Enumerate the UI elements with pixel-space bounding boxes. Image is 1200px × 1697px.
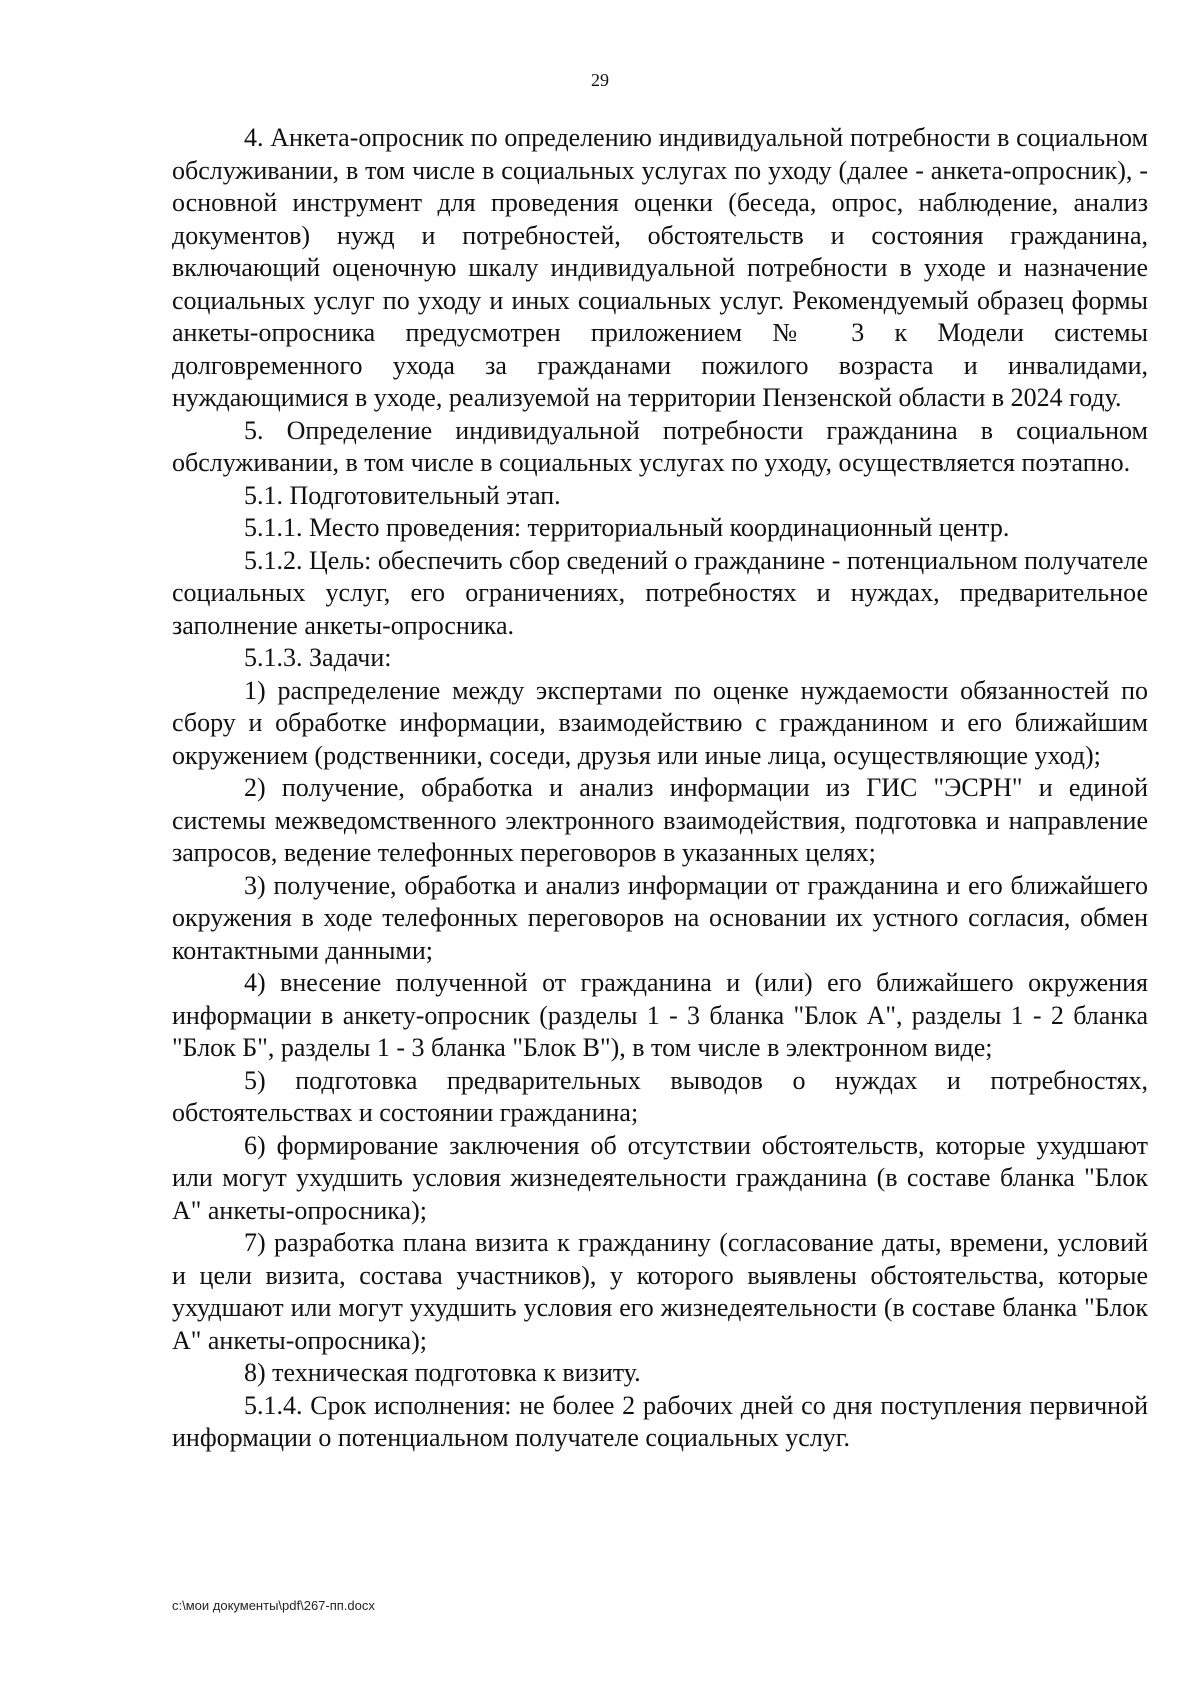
task-item-8: 8) техническая подготовка к визиту. [244,1358,641,1387]
task-item-7: 7) разработка плана визита к гражданину (согласование даты, времени, условий и цели визита, состава участников), у которого выявлены обстоятельства, которые ухудшают или могут ухудшить условия его жизнедеятельности (в составе бланка "Блок А" анкеты-опросника); [172,1228,1148,1355]
paragraph-5-determination: 5. Определение индивидуальной потребности гражданина в социальном обслуживании, в том числе в социальных услугах по уходу, осуществляется поэтапно. [172,415,1148,477]
paragraph-5-1-2-goal: 5.1.2. Цель: обеспечить сбор сведений о гражданине - потенциальном получателе социальных услуг, его ограничениях, потребностях и нуждах, предварительное заполнение анкеты-опросника. [172,545,1148,640]
paragraph-5-1-4-deadline: 5.1.4. Срок исполнения: не более 2 рабочих дней со дня поступления первичной информации о потенциальном получателе социальных услуг. [172,1390,1148,1452]
task-item-2: 2) получение, обработка и анализ информации из ГИС "ЭСРН" и единой системы межведомственного электронного взаимодействия, подготовка и направление запросов, ведение телефонных переговоров в указанных целях; [172,773,1148,867]
task-item-5: 5) подготовка предварительных выводов о нуждах и потребностях, обстоятельствах и состоянии гражданина; [172,1065,1148,1127]
page-number: 29 [591,70,609,90]
footer-file-path: c:\мои документы\pdf\267-пп.docx [172,1598,375,1613]
paragraph-5-1-preparatory-stage: 5.1. Подготовительный этап. [244,480,561,510]
paragraph-5-1-3-tasks: 5.1.3. Задачи: [244,643,392,672]
document-body [172,122,1148,1455]
paragraph-5-1-1-location: 5.1.1. Место проведения: территориальный координационный центр. [244,513,1010,542]
task-item-6: 6) формирование заключения об отсутствии обстоятельств, которые ухудшают или могут ухудшить условия жизнедеятельности гражданина (в составе бланка "Блок А" анкеты-опросника); [172,1130,1148,1225]
task-item-3: 3) получение, обработка и анализ информации от гражданина и его ближайшего окружения в ходе телефонных переговоров на основании их устного согласия, обмен контактными данными; [172,870,1148,965]
task-item-4: 4) внесение полученной от гражданина и (или) его ближайшего окружения информации в анкету-опросник (разделы 1 - 3 бланка "Блок А", разделы 1 - 2 бланка "Блок Б", разделы 1 - 3 бланка "Блок В"), в том числе в электронном виде; [172,968,1148,1062]
task-item-1: 1) распределение между экспертами по оценке нуждаемости обязанностей по сбору и обработке информации, взаимодействию с гражданином и его ближайшим окружением (родственники, соседи, друзья или иные лица, осуществляющие уход); [172,675,1148,770]
paragraph-4-questionnaire: 4. Анкета-опросник по определению индивидуальной потребности в социальном обслуживании, в том числе в социальных услугах по уходу (далее - анкета-опросник), - основной инструмент для проведения оценки (беседа, опрос, наблюдение, анализ документов) нужд и потребностей, обстоятельств и состояния гражданина, включающий оценочную шкалу индивидуальной потребности в уходе и назначение социальных услуг по уходу и иных социальных услуг. Рекомендуемый образец формы анкеты-опросника предусмотрен приложением № 3 к Модели системы долговременного ухода за гражданами пожилого возраста и инвалидами, нуждающимися в уходе, реализуемой на территории Пензенской области в 2024 году. [172,123,1148,412]
